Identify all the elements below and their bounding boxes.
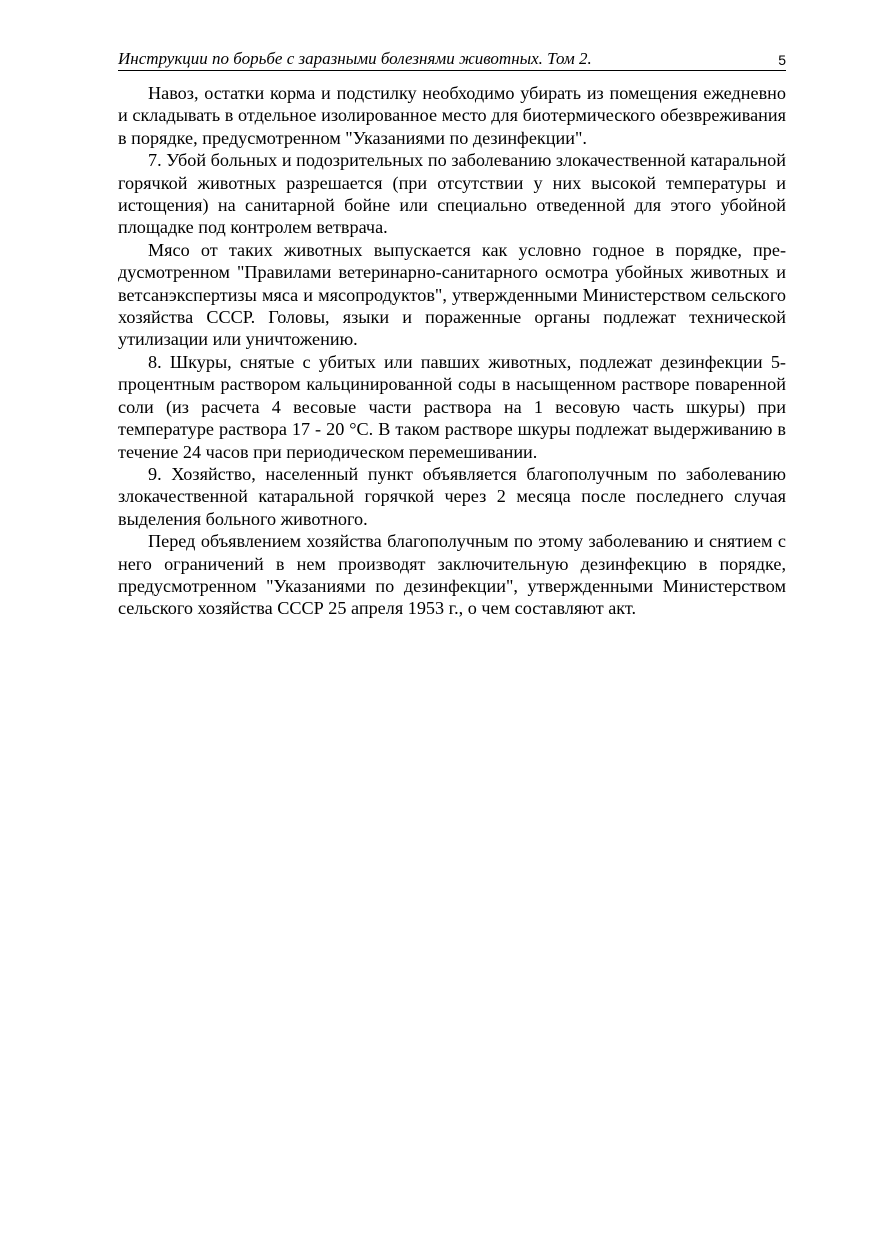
paragraph-meat-release: Мясо от таких животных выпускается как условно годное в порядке, предусмотренном "Правилами ветеринарно-санитарного осмотра убойных животных и ветсанэкспертизы мяса и мясопродуктов", утвержденными Министерством сельского хозяйства СССР. Головы, языки и пораженные органы подлежат технической утилизации или уничтожению. [118,239,786,350]
running-header-title: Инструкции по борьбе с заразными болезнями животных. Том 2. [118,49,592,68]
paragraph-9-farm-status: 9. Хозяйство, населенный пункт объявляется благополучным по заболеванию злокачественной катаральной горячкой через 2 месяца после последнего случая выделения больного животного. [118,463,786,529]
paragraph-final-disinfection: Перед объявлением хозяйства благополучным по этому заболеванию и снятием с него ограничений в нем производят заключительную дезинфекцию в порядке, предусмотренном "Указаниями по дезинфекции", утвержденными Министерством сельского хозяйства СССР 25 апреля 1953 г., о чем составляют акт. [118,531,786,619]
document-body [118,82,786,620]
paragraph-manure-removal: Навоз, остатки корма и подстилку необходимо убирать из помещения ежедневно и складывать в отдельное изолированное место для биотермического обезвреживания в порядке, предусмотренном "Указаниями по дезинфекции". [118,83,786,148]
page-number: 5 [778,52,786,68]
page-header [118,48,786,71]
paragraph-7-slaughter: 7. Убой больных и подозрительных по заболеванию злокачественной катаральной горячкой животных разрешается (при отсутствии у них высокой температуры и истощения) на санитарной бойне или специально отведенной для этого убойной площадке под контролем ветврача. [118,150,786,238]
paragraph-8-hides: 8. Шкуры, снятые с убитых или павших животных, подлежат дезинфекции 5-процентным раствором кальцинированной соды в насыщенном растворе поваренной соли (из расчета 4 весовые части раствора на 1 весовую часть шкуры) при температуре раствора 17 - 20 °С. В таком растворе шкуры подлежат выдерживанию в течение 24 часов при периодическом перемешивании. [118,351,786,462]
